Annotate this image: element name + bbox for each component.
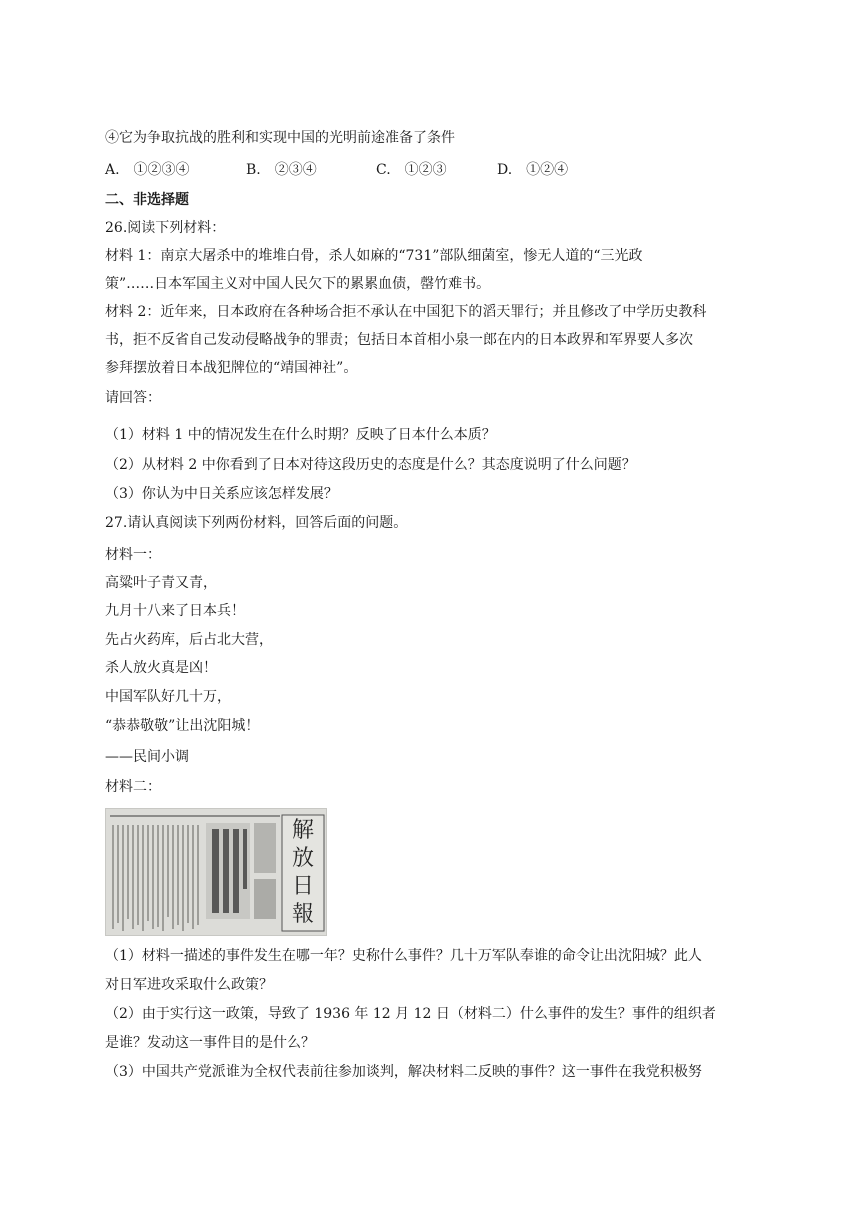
newspaper-photo bbox=[105, 808, 327, 936]
poem-line-2: 九月十八来了日本兵！ bbox=[105, 603, 245, 619]
option-c: C. ①②③ bbox=[376, 162, 447, 178]
q26-material-2-line-2: 书，拒不反省自己发动侵略战争的罪责；包括日本首相小泉一郎在内的日本政界和军界要人多次 bbox=[105, 332, 693, 348]
svg-text:解: 解 bbox=[291, 818, 315, 843]
svg-text:放: 放 bbox=[291, 846, 315, 871]
q26-prompt: 请回答： bbox=[105, 390, 161, 406]
poem-line-3: 先占火药库，后占北大营， bbox=[105, 632, 273, 648]
q27-subquestion-2-line-2: 是谁？发动这一事件目的是什么？ bbox=[105, 1035, 315, 1051]
q26-subquestion-2: （2）从材料 2 中你看到了日本对待这段历史的态度是什么？其态度说明了什么问题？ bbox=[105, 457, 636, 473]
q26-material-1-line-2: 策”……日本军国主义对中国人民欠下的累累血债，罄竹难书。 bbox=[105, 276, 491, 292]
svg-text:日: 日 bbox=[291, 874, 315, 899]
poem-line-4: 杀人放火真是凶！ bbox=[105, 660, 217, 676]
q26-material-2-line-1: 材料 2：近年来，日本政府在各种场合拒不承认在中国犯下的滔天罪行；并且修改了中学历史教科 bbox=[105, 304, 707, 320]
option-b: B. ②③④ bbox=[246, 162, 317, 178]
q27-subquestion-2-line-1: （2）由于实行这一政策，导致了 1936 年 12 月 12 日（材料二）什么事件的发生？事件的组织者 bbox=[105, 1006, 716, 1022]
svg-text:報: 報 bbox=[291, 902, 315, 927]
q27-subquestion-1-line-1: （1）材料一描述的事件发生在哪一年？史称什么事件？几十万军队奉谁的命令让出沈阳城？此人 bbox=[105, 948, 702, 964]
poem-line-6: “恭恭敬敬”让出沈阳城！ bbox=[105, 718, 260, 734]
poem-source: ——民间小调 bbox=[105, 749, 189, 765]
question-26-title: 26.阅读下列材料： bbox=[105, 220, 226, 236]
poem-line-5: 中国军队好几十万， bbox=[105, 689, 231, 705]
q26-subquestion-1: （1）材料 1 中的情况发生在什么时期？反映了日本什么本质？ bbox=[105, 427, 496, 443]
choice-statement-4: ④它为争取抗战的胜利和实现中国的光明前途准备了条件 bbox=[105, 130, 455, 146]
q26-material-1-line-1: 材料 1：南京大屠杀中的堆堆白骨，杀人如麻的“731”部队细菌室，惨无人道的“三光政 bbox=[105, 248, 643, 264]
q27-subquestion-3-line-1: （3）中国共产党派谁为全权代表前往参加谈判，解决材料二反映的事件？这一事件在我党积极努 bbox=[105, 1064, 702, 1080]
q27-material-2-label: 材料二： bbox=[105, 779, 161, 795]
q26-subquestion-3: （3）你认为中日关系应该怎样发展？ bbox=[105, 486, 338, 502]
q26-material-2-line-3: 参拜摆放着日本战犯牌位的“靖国神社”。 bbox=[105, 360, 358, 376]
q27-material-1-label: 材料一： bbox=[105, 547, 161, 563]
poem-line-1: 高粱叶子青又青， bbox=[105, 575, 217, 591]
option-d: D. ①②④ bbox=[497, 162, 569, 178]
option-a: A. ①②③④ bbox=[105, 162, 190, 178]
section-heading: 二、非选择题 bbox=[105, 192, 189, 208]
question-27-title: 27.请认真阅读下列两份材料，回答后面的问题。 bbox=[105, 515, 408, 531]
q27-subquestion-1-line-2: 对日军进攻采取什么政策？ bbox=[105, 977, 273, 993]
